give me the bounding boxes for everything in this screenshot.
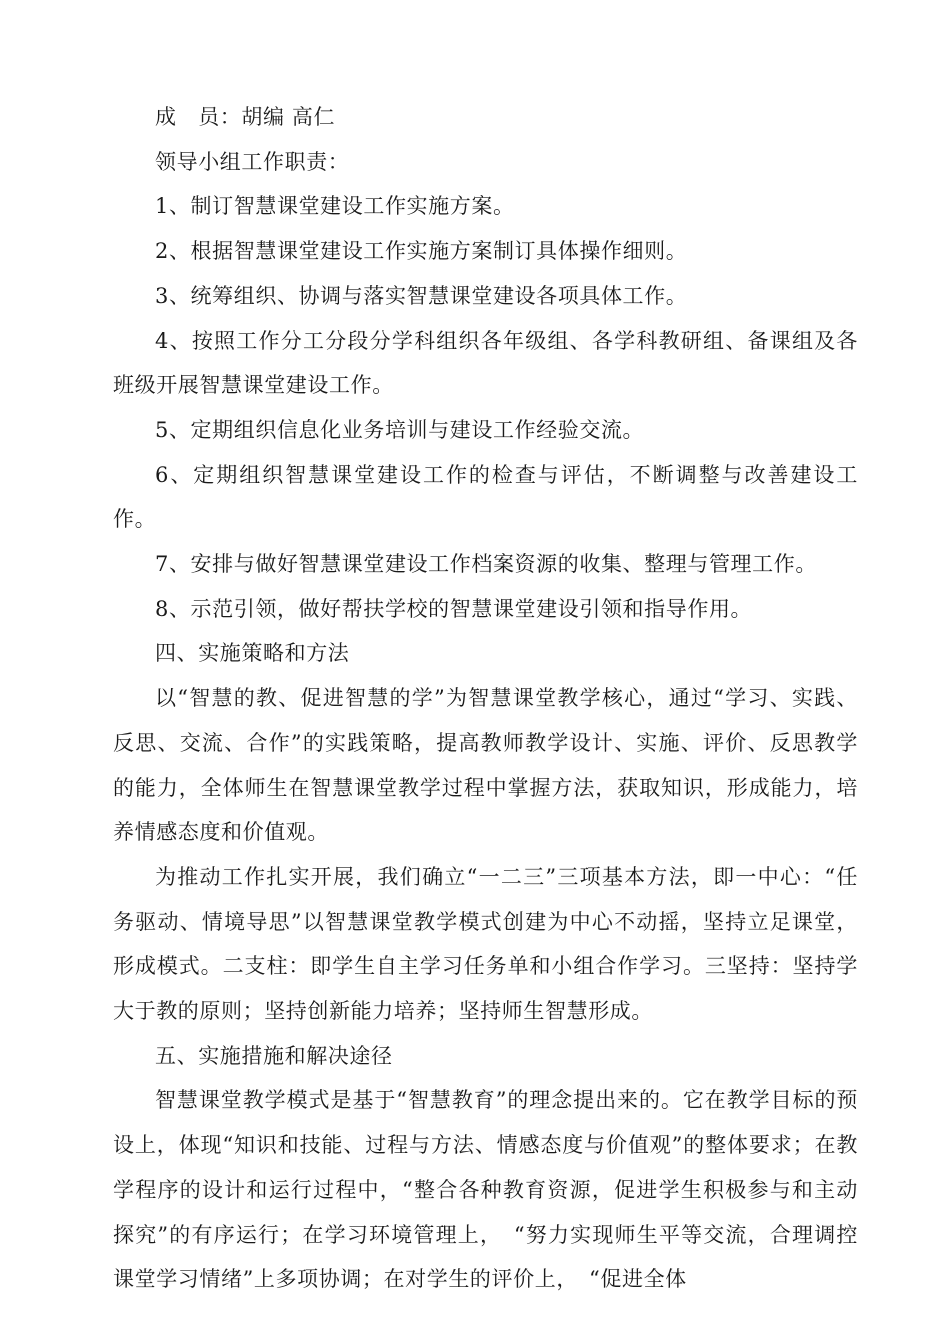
- duty-item-5: 5、定期组织信息化业务培训与建设工作经验交流。: [155, 417, 645, 442]
- measures-paragraph-1: 智慧课堂教学模式是基于“智慧教育”的理念提出来的。它在教学目标的预设上，体现“知识和技能、过程与方法、情感态度与价值观”的整体要求；在教学程序的设计和运行过程中，“整合各种教育资源，促进学生积极参与和主动探究”的有序运行；在学习环境管理上， “努力实现师生平等交流，合理调控课堂学习情绪”上多项协调；在对学生的评价上， “促进全体: [113, 1088, 858, 1292]
- document-body: [113, 95, 858, 1302]
- section-heading-measures: 五、实施措施和解决途径: [155, 1043, 393, 1068]
- duty-item-7: 7、安排与做好智慧课堂建设工作档案资源的收集、整理与管理工作。: [155, 552, 817, 577]
- members-line: 成 员：胡编 高仁: [155, 105, 336, 129]
- duty-item-3: 3、统筹组织、协调与落实智慧课堂建设各项具体工作。: [155, 283, 688, 308]
- duties-heading: 领导小组工作职责：: [155, 149, 350, 174]
- strategy-paragraph-1: 以“智慧的教、促进智慧的学”为智慧课堂教学核心，通过“学习、实践、反思、交流、合作”的实践策略，提高教师教学设计、实施、评价、反思教学的能力，全体师生在智慧课堂教学过程中掌握方法，获取知识，形成能力，培养情感态度和价值观。: [113, 686, 858, 845]
- duty-item-1: 1、制订智慧课堂建设工作实施方案。: [155, 194, 515, 219]
- duty-item-4: 4、按照工作分工分段分学科组织各年级组、各学科教研组、备课组及各班级开展智慧课堂建设工作。: [113, 328, 858, 398]
- duty-item-2: 2、根据智慧课堂建设工作实施方案制订具体操作细则。: [155, 239, 688, 264]
- duty-item-6: 6、定期组织智慧课堂建设工作的检查与评估，不断调整与改善建设工作。: [113, 462, 858, 532]
- duty-item-8: 8、示范引领，做好帮扶学校的智慧课堂建设引领和指导作用。: [155, 596, 753, 621]
- section-heading-strategy: 四、实施策略和方法: [155, 641, 350, 666]
- strategy-paragraph-2: 为推动工作扎实开展，我们确立“一二三”三项基本方法，即一中心：“任务驱动、情境导思”以智慧课堂教学模式创建为中心不动摇，坚持立足课堂，形成模式。二支柱：即学生自主学习任务单和小组合作学习。三坚持：坚持学大于教的原则；坚持创新能力培养；坚持师生智慧形成。: [113, 864, 858, 1024]
